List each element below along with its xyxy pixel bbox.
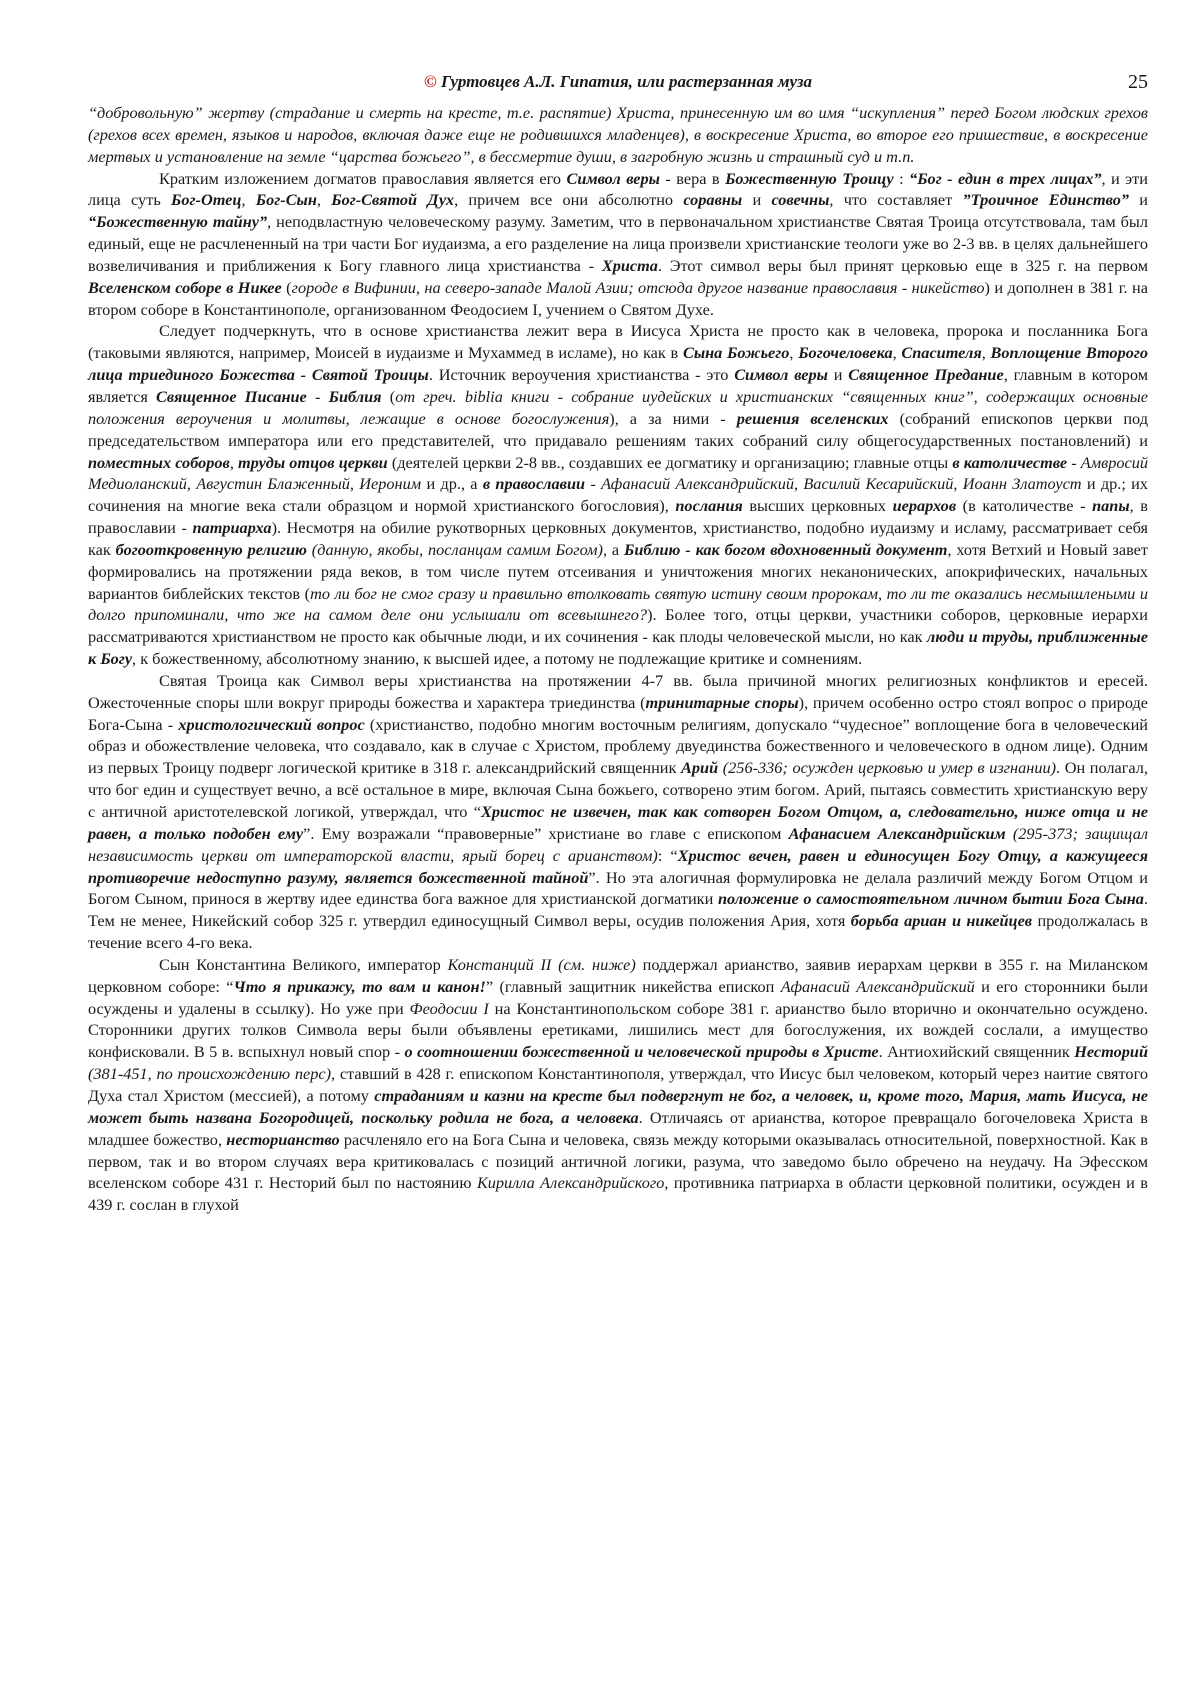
text-run: - (585, 474, 602, 494)
text-run: и (827, 365, 849, 385)
emphasis-run: в православии (482, 474, 586, 494)
emphasis-run: Арий (681, 758, 719, 778)
text-run: ( (381, 386, 396, 406)
text-run: , что составляет (829, 190, 963, 210)
text-run: поддержал арианство, заявив иерархам церкви в 355 г. на Миланском церковном соборе: “ (88, 954, 1149, 996)
emphasis-run: Бог-Святой Дух (331, 190, 455, 210)
text-run: , к божественному, абсолютному знанию, к высшей идее, а потому не подлежащие критике и сомнениям. (132, 649, 863, 669)
emphasis-run: то ли бог не смог сразу и правильно втолковать святую истину своим пророкам, то ли те оказались несмышлеными и долго припоминали, что же на самом деле они услышали от всевышнего? (88, 583, 1148, 625)
emphasis-run: решения вселенских (736, 408, 889, 428)
text-run: , ставший в 428 г. епископом Константинополя, утверждал, что Иисус был человеком, который через наитие святого Духа стал Христом (мессией), а потому (88, 1064, 1148, 1105)
text-run: (собраний епископов церкви под председательством императора или его представителей, что придавало решениям таких собраний силу общегосударственных постановлений) и (88, 408, 1148, 450)
document-page (88, 62, 1148, 1216)
paragraph (88, 954, 1148, 1216)
emphasis-run: Амвросий Медиоланский (88, 452, 1148, 494)
emphasis-run: Феодосии I (409, 998, 489, 1018)
emphasis-run: (256-336; осужден церковью и умер в изгнании) (722, 758, 1057, 778)
emphasis-run: (381-451, по происхождению перс) (88, 1064, 332, 1084)
emphasis-run: Символ веры (566, 168, 660, 188)
emphasis-run: патриарха (192, 518, 272, 538)
text-run: продолжалась в течение всего 4-го века. (88, 911, 1148, 953)
text-run: ), а за ними - (609, 408, 737, 428)
text-run: Сын Константина Великого, император (159, 954, 448, 974)
text-run: и (742, 190, 772, 210)
emphasis-run: городе в Вифинии, на северо-западе Малой Азии; отсюда другое название православия - никейство (291, 277, 985, 297)
emphasis-run: Сына Божьего (682, 343, 790, 363)
text-run (1006, 824, 1013, 843)
text-run: и (1129, 190, 1148, 210)
text-run: , (186, 474, 197, 494)
emphasis-run: Богочеловека (798, 343, 893, 363)
emphasis-run: Кирилла Александрийского (476, 1173, 665, 1193)
text-run: , причем все они абсолютно (454, 190, 684, 210)
text-run: (христианство, подобно многим восточным религиям, допускало “чудесное” воплощение бога в человеческий образ и обожествление человека, что создавало, как в случае с Христом, проблему двуединства божественного и человеческого в одном лице). Одним из первых Троицу подверг логической критике в 318 г. александрийский священник (88, 714, 1148, 778)
paragraph (88, 670, 1148, 954)
emphasis-run: “Божественную тайну” (88, 212, 268, 232)
emphasis-run: Афанасий Александрийский (601, 474, 794, 494)
emphasis-run: Иероним (359, 474, 422, 494)
emphasis-run: (данную, якобы, посланцам самим Богом) (311, 539, 603, 559)
text-run: высших церковных (742, 496, 893, 516)
emphasis-run: поместных соборов (88, 452, 230, 472)
text-run: - вера в (659, 168, 726, 188)
text-run: . Тем не менее, Никейский собор 325 г. утвердил единосущный Символ веры, осудив положения Ария, хотя (88, 889, 1148, 931)
paragraph (88, 168, 1148, 321)
emphasis-run: Библию - как богом вдохновенный документ (624, 539, 948, 559)
text-run: . Отличаясь от арианства, которое превращало богочеловека Христа в младшее божество, (88, 1107, 1148, 1149)
emphasis-run: Афанасий Александрийский (780, 976, 975, 996)
text-run: . Антиохийский священник (878, 1042, 1075, 1062)
emphasis-run: Констанций II (см. ниже) (447, 954, 636, 974)
text-run: , а (602, 539, 624, 559)
text-run: ). Несмотря на обилие рукотворных церковных документов, христианство, подобно иудаизму и исламу, рассматривает себя как (88, 518, 1148, 559)
emphasis-run: Символ веры (734, 365, 828, 385)
emphasis-run: труды отцов церкви (238, 452, 388, 472)
emphasis-run: христологический вопрос (178, 714, 365, 734)
text-run: и др., а (421, 474, 483, 494)
text-run: , в православии - (88, 496, 1148, 538)
emphasis-run: Иоанн Златоуст (962, 474, 1082, 494)
page-number: 25 (1128, 71, 1148, 93)
text-run: , (349, 474, 360, 494)
text-run: , противника патриарха в области церковной политики, осужден и в 439 г. сослан в глухой (88, 1173, 1148, 1215)
emphasis-run: Несторий (1074, 1042, 1148, 1062)
text-run: ( (281, 277, 292, 297)
emphasis-run: Библия (328, 386, 382, 406)
text-run: на Константинопольском соборе 381 г. арианство было вторично и окончательно осуждено. Сторонники других толков Символа веры были объявлены еретиками, лишились мест для богослужения, их вождей сослали, а имущество конфисковали. В 5 в. вспыхнул новый спор - (88, 998, 1148, 1062)
emphasis-run: Афанасием Александрийским (788, 823, 1006, 843)
emphasis-run: Что я прикажу, то вам и канон! (233, 976, 486, 996)
text-run: и др.; их сочинения на многие века стали образцом и нормой христианского богословия), (88, 474, 1149, 516)
text-run: . Этот символ веры был принят церковью еще в 325 г. на первом (657, 255, 1149, 275)
emphasis-run: Священное Писание (156, 386, 307, 406)
emphasis-run: Спасителя (901, 343, 982, 363)
text-run: : (893, 168, 910, 188)
emphasis-run: тринитарные споры (645, 692, 799, 712)
emphasis-run: борьба ариан и никейцев (850, 911, 1033, 931)
emphasis-run: Христос вечен, равен и единосущен Богу Отцу, а кажущееся противоречие недоступно разуму, является божественной тайной (88, 845, 1148, 887)
paragraph (88, 102, 1148, 168)
text-run: ” (главный защитник никейства епископ (485, 976, 781, 996)
text-run: , (793, 474, 804, 494)
text-run: , (892, 343, 902, 363)
emphasis-run: “Бог - един в трех лицах” (909, 168, 1102, 188)
emphasis-run: ”Троичное Единство” (962, 190, 1129, 210)
emphasis-run: несторианство (226, 1129, 340, 1149)
text-run: , (316, 190, 332, 210)
text-run: , (789, 343, 799, 363)
emphasis-run: люди и труды, приближенные к Богу (88, 627, 1148, 669)
text-run: (в католичестве - (956, 496, 1093, 516)
text-run: . Он полагал, что бог един и существует вечно, а всё остальное в мире, включая Сына божьего, сотворено этим богом. Арий, пытаясь совместить христианскую веру с античной аристотелевской логикой, утверждал, что “ (88, 758, 1148, 821)
text-run: : “ (657, 845, 678, 865)
paragraph (88, 320, 1148, 670)
emphasis-run: от греч. biblia книги - собрание иудейских и христианских “священных книг”, содержащих основные положения вероучения и молитвы, лежащие в основе богослужения (88, 386, 1149, 428)
text-run: . Источник вероучения христианства - это (428, 365, 735, 385)
emphasis-run: совечны (771, 190, 830, 210)
emphasis-run: папы (1092, 496, 1130, 516)
text-run: ”. Но эта алогичная формулировка не делала различий между Богом Отцом и Богом Сыном, принося в жертву идее единства бога важное для христианской догматики (88, 867, 1148, 909)
emphasis-run: послания (675, 496, 743, 516)
text-run: , хотя Ветхий и Новый завет формировались на протяжении ряда веков, в том числе путем отсеивания и уничтожения многих неканонических, апокрифических, начальных вариантов библейских текстов ( (88, 539, 1148, 603)
header-title: Гуртовцев А.Л. Гипатия, или растерзанная муза (440, 72, 812, 91)
emphasis-run: Бог-Сын (255, 190, 317, 210)
text-run: “добровольную” жертву (страдание и смерть на кресте, т.е. распятие) Христа, принесенную им во имя “искупления” перед Богом людских грехов (грехов всех времен, языков и народов, включая даже еще не родившихся младенцев), в воскресение Христа, во второе его пришествие, в воскресение мертвых и установление на земле “царства божьего”, в бессмертие души, в загробную жизнь и страшный суд и т.п. (88, 103, 1148, 166)
emphasis-run: Воплощение Второго лица триединого Божества - Святой Троицы (88, 343, 1149, 385)
emphasis-run: Божественную Троицу (725, 168, 894, 188)
text-run: ”. Ему возражали “правоверные” христиане во главе с епископом (303, 823, 789, 843)
text-run: Кратким изложением догматов православия является его (159, 168, 567, 188)
emphasis-run: Бог-Отец (171, 190, 242, 210)
emphasis-run: соравны (683, 190, 743, 210)
copyright-sign: © (424, 72, 437, 91)
text-run: Следует подчеркнуть, что в основе христианства лежит вера в Иисуса Христа не просто как в человека, пророка и посланника Бога (таковыми являются, например, Моисей в иудаизме и Мухаммед в исламе), но как в (88, 321, 1148, 363)
text-run: ) и дополнен в 381 г. на втором соборе в Константинополе, организованном Феодосием I, учением о Святом Духе. (88, 277, 1148, 319)
text-run: Святая Троица как Символ веры христианства на протяжении 4-7 вв. была причиной многих религиозных конфликтов и ересей. Ожесточенные споры шли вокруг природы божества и характера триединства ( (88, 670, 1148, 712)
text-run: расчленяло его на Бога Сына и человека, связь между которыми оказывалась относительной, поверхностной. Как в первом, так и во втором случаях вера критиковалась с позиций античной логики, разума, что заведомо было обречено на неудачу. На Эфесском вселенском соборе 431 г. Несторий был по настоянию (88, 1129, 1148, 1193)
text-run: , неподвластную человеческому разуму. Заметим, что в первоначальном христианстве Святая Троица отсутствовала, там был единый, еще не расчлененный на три части Бог иудаизма, а его разделение на лица произвели христианские теологи уже во 2-3 вв. в целях дальнейшего возвеличивания и приближения к Богу главного лица христианства - (88, 212, 1148, 275)
text-run: , (241, 190, 256, 210)
text-run: ). Более того, отцы церкви, участники соборов, церковные иерархи рассматриваются христианством не просто как обычные люди, и их сочинения - как плоды человеческой мысли, но как (88, 605, 1148, 647)
text-run: ), причем особенно остро стоял вопрос о природе Бога-Сына - (88, 692, 1148, 734)
text-run: и его сторонники были осуждены и удалены в ссылку). Но уже при (88, 976, 1148, 1018)
text-run: - (1067, 452, 1081, 472)
emphasis-run: (295-373; защищал независимость церкви от императорской власти, ярый борец с арианством) (88, 823, 1148, 865)
emphasis-run: положение о самостоятельном личном бытии Бога Сына (718, 889, 1144, 909)
text-run: , (229, 452, 239, 472)
text-run: , и эти лица суть (88, 168, 1149, 210)
emphasis-run: страданиям и казни на кресте был подвергнут не бог, а человек, и, кроме того, Мария, мать Иисуса, не может быть названа Богородицей, поскольку родила не бога, а человека (88, 1085, 1148, 1127)
text-run: , главным в котором является (88, 365, 1148, 406)
emphasis-run: Василий Кесарийский (803, 474, 954, 494)
emphasis-run: Христа (601, 255, 658, 275)
emphasis-run: Августин Блаженный (196, 474, 350, 494)
text-run: , (953, 474, 963, 494)
emphasis-run: Священное Предание (848, 365, 1004, 385)
emphasis-run: Вселенском соборе в Никее (88, 277, 282, 297)
running-header (88, 62, 1148, 102)
emphasis-run: богооткровенную религию (115, 539, 307, 559)
text-run: (деятелей церкви 2-8 вв., создавших ее догматику и организацию; главные отцы (387, 452, 953, 472)
text-run: , (981, 343, 991, 363)
text-run: - (306, 386, 329, 406)
emphasis-run: в католичестве (952, 452, 1068, 472)
emphasis-run: иерархов (892, 496, 957, 516)
emphasis-run: Христос не извечен, так как сотворен Богом Отцом, а, следовательно, ниже отца и не равен, а только подобен ему (88, 802, 1149, 843)
document-body (88, 102, 1148, 1216)
emphasis-run: о соотношении божественной и человеческой природы в Христе (404, 1042, 879, 1062)
